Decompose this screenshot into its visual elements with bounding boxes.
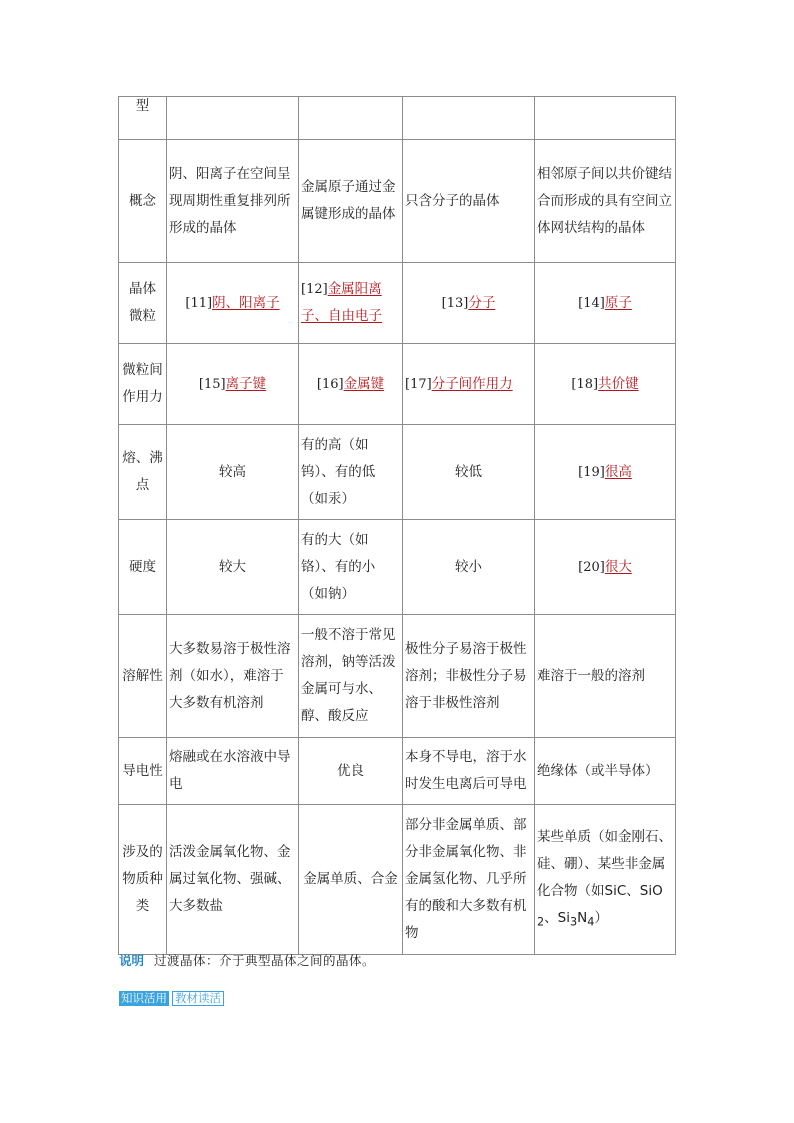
row-hardness bbox=[119, 520, 676, 615]
cell-interaction-ionic: [15]离子键 bbox=[167, 344, 299, 425]
crystal-comparison-table bbox=[118, 96, 676, 955]
cell-particles-metallic: [12]金属阳离子、自由电子 bbox=[299, 263, 403, 344]
row-head-concept: 概念 bbox=[119, 140, 167, 263]
tag-textbook-reading: 教材读活 bbox=[172, 991, 224, 1006]
cell-particles-ionic: [11]阴、阳离子 bbox=[167, 263, 299, 344]
row-substances bbox=[119, 805, 676, 955]
cell-hardness-molecular: 较小 bbox=[403, 520, 535, 615]
row-head-type: 型 bbox=[119, 97, 167, 140]
cell-solubility-covalent: 难溶于一般的溶剂 bbox=[535, 615, 676, 738]
row-conductivity bbox=[119, 738, 676, 805]
row-head-conductivity: 导电性 bbox=[119, 738, 167, 805]
cell-concept-metallic: 金属原子通过金属键形成的晶体 bbox=[299, 140, 403, 263]
answer-blank: 金属键 bbox=[343, 375, 385, 392]
cell-interaction-metallic: [16]金属键 bbox=[299, 344, 403, 425]
note-line bbox=[119, 952, 375, 970]
cell-substances-covalent: 某些单质（如金刚石、硅、硼）、某些非金属化合物（如SiC、SiO$_2$、$Si_3N_4$） bbox=[535, 805, 676, 955]
cell-interaction-molecular: [17]分子间作用力 bbox=[403, 344, 535, 425]
answer-blank: 很高 bbox=[604, 463, 632, 480]
cell-substances-ionic: 活泼金属氧化物、金属过氧化物、强碱、大多数盐 bbox=[167, 805, 299, 955]
tag-knowledge-apply: 知识活用 bbox=[121, 991, 167, 1005]
answer-blank: 分子间作用力 bbox=[431, 375, 513, 392]
cell-hardness-metallic: 有的大（如铬）、有的小（如钠） bbox=[299, 520, 403, 615]
cell-melting-metallic: 有的高（如钨）、有的低（如汞） bbox=[299, 425, 403, 520]
cell-particles-molecular: [13]分子 bbox=[403, 263, 535, 344]
cell-conductivity-molecular: 本身不导电，溶于水时发生电离后可导电 bbox=[403, 738, 535, 805]
row-head-substances: 涉及的物质种类 bbox=[119, 805, 167, 955]
section-tags bbox=[119, 991, 224, 1006]
row-type bbox=[119, 97, 676, 140]
row-solubility bbox=[119, 615, 676, 738]
cell-particles-covalent: [14]原子 bbox=[535, 263, 676, 344]
cell-solubility-ionic: 大多数易溶于极性溶剂（如水），难溶于大多数有机溶剂 bbox=[167, 615, 299, 738]
note-label: 说明 bbox=[119, 953, 145, 968]
answer-blank: 很大 bbox=[604, 558, 632, 575]
row-interaction bbox=[119, 344, 676, 425]
answer-blank: 原子 bbox=[604, 294, 632, 311]
cell-melting-covalent: [19]很高 bbox=[535, 425, 676, 520]
cell-melting-ionic: 较高 bbox=[167, 425, 299, 520]
cell-hardness-ionic: 较大 bbox=[167, 520, 299, 615]
cell-solubility-metallic: 一般不溶于常见溶剂，钠等活泼金属可与水、醇、酸反应 bbox=[299, 615, 403, 738]
row-melting-point bbox=[119, 425, 676, 520]
cell-substances-molecular: 部分非金属单质、部分非金属氧化物、非金属氢化物、几乎所有的酸和大多数有机物 bbox=[403, 805, 535, 955]
row-particles bbox=[119, 263, 676, 344]
cell-concept-ionic: 阴、阳离子在空间呈现周期性重复排列所形成的晶体 bbox=[167, 140, 299, 263]
cell-conductivity-ionic: 熔融或在水溶液中导电 bbox=[167, 738, 299, 805]
note-text: 过渡晶体：介于典型晶体之间的晶体。 bbox=[154, 953, 376, 968]
answer-blank: 分子 bbox=[468, 294, 496, 311]
row-head-hardness: 硬度 bbox=[119, 520, 167, 615]
cell-concept-covalent: 相邻原子间以共价键结合而形成的具有空间立体网状结构的晶体 bbox=[535, 140, 676, 263]
cell-hardness-covalent: [20]很大 bbox=[535, 520, 676, 615]
cell-interaction-covalent: [18]共价键 bbox=[535, 344, 676, 425]
cell-conductivity-covalent: 绝缘体（或半导体） bbox=[535, 738, 676, 805]
row-head-particles: 晶体 微粒 bbox=[119, 263, 167, 344]
answer-blank: 金属阳离子、自由电子 bbox=[301, 281, 382, 324]
cell-melting-molecular: 较低 bbox=[403, 425, 535, 520]
answer-blank: 阴、阳离子 bbox=[212, 294, 280, 311]
cell-concept-molecular: 只含分子的晶体 bbox=[403, 140, 535, 263]
row-head-solubility: 溶解性 bbox=[119, 615, 167, 738]
row-concept bbox=[119, 140, 676, 263]
answer-blank: 共价键 bbox=[598, 375, 639, 392]
cell-substances-metallic: 金属单质、合金 bbox=[299, 805, 403, 955]
row-head-interaction: 微粒间 作用力 bbox=[119, 344, 167, 425]
cell-solubility-molecular: 极性分子易溶于极性溶剂；非极性分子易溶于非极性溶剂 bbox=[403, 615, 535, 738]
row-head-melting: 熔、沸 点 bbox=[119, 425, 167, 520]
answer-blank: 离子键 bbox=[225, 375, 267, 392]
cell-conductivity-metallic: 优良 bbox=[299, 738, 403, 805]
